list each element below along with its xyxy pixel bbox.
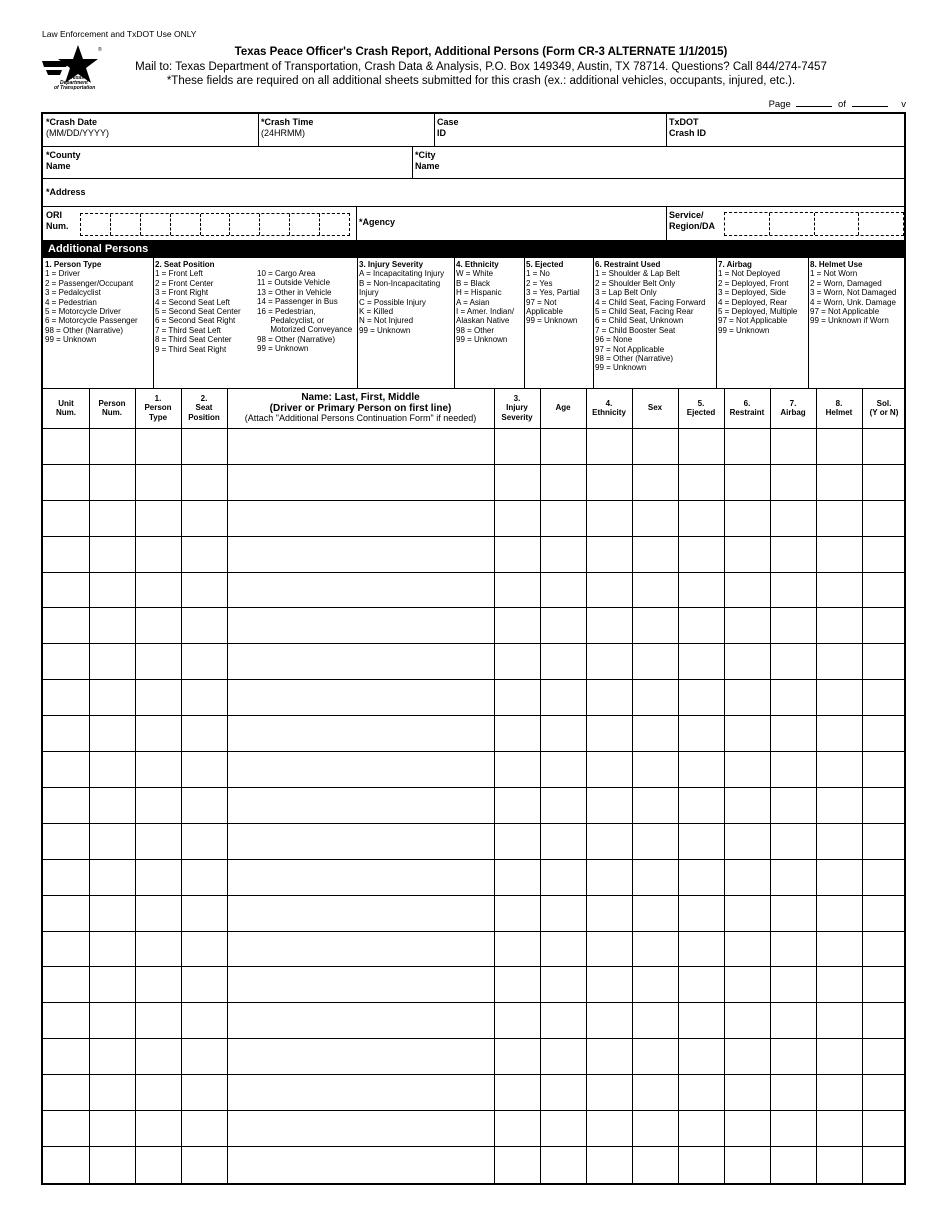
legend-item: 3 = Pedalcyclist <box>45 288 101 298</box>
column-header-text: Sex <box>647 403 663 413</box>
person-row[interactable] <box>43 1110 904 1147</box>
legend-item: 99 = Unknown <box>257 344 309 354</box>
name-heading: Name: Last, First, Middle <box>301 392 420 404</box>
legend-item: N = Not Injured <box>359 316 414 326</box>
persons-table-header <box>43 388 904 429</box>
crash-date-format: (MM/DD/YYYY) <box>46 128 109 138</box>
legend-item: 10 = Cargo Area <box>257 269 316 278</box>
legend-item: 5 = Motorcycle Driver <box>45 307 121 317</box>
ori-number-boxes[interactable] <box>80 213 350 236</box>
legend-item: Injury <box>359 288 379 298</box>
legend-item: 99 = Unknown <box>718 325 770 335</box>
ori-label: ORI <box>46 210 63 220</box>
col-injury-severity <box>494 388 540 428</box>
txdot-crash-id-field[interactable] <box>666 114 906 146</box>
svg-text:®: ® <box>98 47 102 53</box>
column-header-text: Ethnicity <box>592 408 626 417</box>
person-row[interactable] <box>43 500 904 537</box>
person-row[interactable] <box>43 1002 904 1039</box>
code-legend <box>43 258 904 389</box>
column-header-text: 4. <box>605 398 613 408</box>
col-person-num <box>89 388 135 428</box>
column-header-text: 5. <box>697 398 705 408</box>
county-name-label: Name <box>46 161 71 171</box>
column-header-text: Airbag <box>780 408 806 417</box>
column-header-text: Ejected <box>686 408 716 417</box>
column-header-text: Num. <box>102 408 122 417</box>
col-helmet <box>816 388 862 428</box>
column-header-text: Restraint <box>729 408 765 417</box>
crash-time-label: *Crash Time <box>261 117 314 127</box>
legend-item: 3 = Worn, Not Damaged <box>810 288 897 298</box>
crash-time-format: (24HRMM) <box>261 128 305 138</box>
legend-item: 2 = Shoulder Belt Only <box>595 278 676 288</box>
legend-item: 96 = None <box>595 335 633 345</box>
legend-item: 1 = Front Left <box>155 269 203 279</box>
legend-item: 5 = Deployed, Multiple <box>718 307 798 317</box>
person-row[interactable] <box>43 1146 904 1182</box>
location-row <box>43 147 904 179</box>
column-header-text: 6. <box>743 398 751 408</box>
page-total-field[interactable] <box>852 97 888 107</box>
page-counter <box>769 97 906 110</box>
column-header-text: 2. <box>200 393 208 403</box>
legend-item: 98 = Other <box>456 325 495 335</box>
column-header-text: Helmet <box>825 408 853 417</box>
legend-item: 3 = Front Right <box>155 288 209 298</box>
legend-item: 97 = Not Applicable <box>595 344 665 354</box>
col-ethnicity <box>586 388 632 428</box>
service-region-boxes[interactable] <box>724 212 904 236</box>
legend-item: 4 = Deployed, Rear <box>718 297 788 307</box>
name-subheading: (Driver or Primary Person on first line) <box>269 403 452 415</box>
legend-item: 2 = Deployed, Front <box>718 278 789 288</box>
column-header-text: 8. <box>835 398 843 408</box>
agency-row <box>43 207 904 240</box>
address-field[interactable] <box>43 179 904 206</box>
legend-item: 5 = Second Seat Center <box>155 307 241 317</box>
of-label: of <box>838 99 846 110</box>
legend-item: 97 = Not Applicable <box>718 316 788 326</box>
col-ejected <box>678 388 724 428</box>
agency-field[interactable] <box>356 207 666 240</box>
legend-item: 97 = Not <box>526 297 557 307</box>
legend-item: 1 = Driver <box>45 269 80 279</box>
person-row[interactable] <box>43 823 904 860</box>
col-airbag <box>770 388 816 428</box>
county-name-field[interactable] <box>43 147 412 178</box>
legend-item: 16 = Pedestrian, <box>257 306 316 316</box>
crash-id-label: Crash ID <box>669 128 707 138</box>
version-mark: v <box>901 99 906 110</box>
column-header-text: Sol. <box>876 398 892 408</box>
legend-item: 11 = Outside Vehicle <box>257 278 331 288</box>
legend-item: 7 = Third Seat Left <box>155 325 221 335</box>
person-row[interactable] <box>43 715 904 752</box>
legend-item: 1 = Not Worn <box>810 269 858 279</box>
legend-item: 7 = Child Booster Seat <box>595 325 676 335</box>
legend-airbag: 7. Airbag 1 = Not Deployed 2 = Deployed, Front 3 = Deployed, Side 4 = Deployed, Rear 5 = Deployed, Multiple 97 = Not Applicable 99 = Unknown <box>716 258 808 388</box>
legend-item: 3 = Yes, Partial <box>526 288 580 298</box>
legend-item: 2 = Yes <box>526 278 553 288</box>
legend-item: I = Amer. Indian/ <box>456 307 515 317</box>
legend-person-type: 1. Person Type 1 = Driver 2 = Passenger/Occupant 3 = Pedalcyclist 4 = Pedestrian 5 = Motorcycle Driver 6 = Motorcycle Passenger 98 = Other (Narrative) 99 = Unknown <box>43 258 153 388</box>
service-label: Service/ <box>669 210 704 220</box>
col-unit-num <box>43 388 89 428</box>
col-seat-position <box>181 388 227 428</box>
legend-item: Motorized Conveyance <box>257 325 353 335</box>
legend-item: 2 = Front Center <box>155 278 214 288</box>
column-header-text: (Y or N) <box>869 408 899 417</box>
case-id-field[interactable] <box>434 114 666 146</box>
city-name-field[interactable] <box>412 147 906 178</box>
legend-item: Pedalcyclist, or <box>257 316 325 326</box>
legend-item: 6 = Motorcycle Passenger <box>45 316 138 326</box>
crash-time-field[interactable] <box>258 114 434 146</box>
form-title: Texas Peace Officer's Crash Report, Additional Persons (Form CR-3 ALTERNATE 1/1/2015) <box>234 46 728 58</box>
column-header-text: 1. <box>154 393 162 403</box>
county-label: *County <box>46 150 81 160</box>
legend-item: 4 = Child Seat, Facing Forward <box>595 297 706 307</box>
col-sol <box>862 388 906 428</box>
legend-item: 98 = Other (Narrative) <box>595 354 674 364</box>
name-note: (Attach "Additional Persons Continuation Form" if needed) <box>244 413 477 424</box>
person-row[interactable] <box>43 967 904 1004</box>
address-row <box>43 179 904 207</box>
legend-item: 98 = Other (Narrative) <box>257 334 336 344</box>
column-header-text: Seat <box>195 403 213 413</box>
persons-table <box>43 388 904 1185</box>
legend-item: K = Killed <box>359 307 394 317</box>
region-da-label: Region/DA <box>669 221 715 231</box>
case-id-label: Case <box>437 117 459 127</box>
col-restraint <box>724 388 770 428</box>
column-header-text: Num. <box>56 408 76 417</box>
col-person-type <box>135 388 181 428</box>
person-row[interactable] <box>43 751 904 788</box>
legend-item: A = Incapacitating Injury <box>359 269 445 279</box>
legend-item: 99 = Unknown <box>359 325 411 335</box>
legend-item: 98 = Other (Narrative) <box>45 325 124 335</box>
person-row[interactable] <box>43 931 904 968</box>
mail-to-line: Mail to: Texas Department of Transportation, Crash Data & Analysis, P.O. Box 149349, Austin, TX 78714. Questions? Call 844/274-7457 <box>135 61 827 73</box>
legend-item: 99 = Unknown if Worn <box>810 316 889 326</box>
col-name <box>227 388 494 428</box>
person-row[interactable] <box>43 1038 904 1075</box>
person-row[interactable] <box>43 464 904 501</box>
legend-item: 3 = Lap Belt Only <box>595 288 657 298</box>
column-header-text: Severity <box>501 412 533 422</box>
person-row[interactable] <box>43 572 904 609</box>
legend-item: 99 = Unknown <box>526 316 578 326</box>
legend-item: 99 = Unknown <box>456 335 508 345</box>
legend-item: 9 = Third Seat Right <box>155 344 227 354</box>
legend-item: Applicable <box>526 307 563 317</box>
person-row[interactable] <box>43 428 904 465</box>
legend-helmet: 8. Helmet Use 1 = Not Worn 2 = Worn, Damaged 3 = Worn, Not Damaged 4 = Worn, Unk. Damage 97 = Not Applicable 99 = Unknown if Worn <box>808 258 906 388</box>
person-row[interactable] <box>43 787 904 824</box>
person-row[interactable] <box>43 643 904 680</box>
legend-item: 13 = Other in Vehicle <box>257 287 332 297</box>
col-sex <box>632 388 678 428</box>
crash-report-form <box>41 112 906 1185</box>
crash-date-field[interactable] <box>43 114 258 146</box>
col-age <box>540 388 586 428</box>
legend-item: 1 = Not Deployed <box>718 269 781 279</box>
legend-item: 2 = Worn, Damaged <box>810 278 882 288</box>
legend-item: C = Possible Injury <box>359 297 426 307</box>
legend-item: 8 = Third Seat Center <box>155 335 232 345</box>
legend-item: 4 = Worn, Unk. Damage <box>810 297 896 307</box>
legend-item: 4 = Second Seat Left <box>155 297 230 307</box>
page-label: Page <box>768 99 791 110</box>
legend-item: 14 = Passenger in Bus <box>257 297 338 307</box>
legend-seat-position: 2. Seat Position 1 = Front Left 2 = Front Center 3 = Front Right 4 = Second Seat Left 5 = Second Seat Center 6 = Second Seat Right 7 = Third Seat Left 8 = Third Seat Center 9 = Third Seat Right <box>153 258 256 388</box>
column-header-text: Injury <box>506 403 528 413</box>
legend-item: B = Black <box>456 278 491 288</box>
header-note: Law Enforcement and TxDOT Use ONLY <box>42 29 197 39</box>
legend-item: A = Asian <box>456 297 490 307</box>
txdot-logo <box>40 43 104 91</box>
svg-text:Texas: Texas <box>70 75 84 81</box>
legend-item: 99 = Unknown <box>595 363 647 373</box>
page-number-field[interactable] <box>796 97 832 107</box>
required-note: *These fields are required on all additional sheets submitted for this crash (ex.: additional vehicles, occupants, injured, etc.). <box>166 75 796 87</box>
column-header-text: Unit <box>58 398 74 408</box>
ori-num-label: Num. <box>46 221 69 231</box>
column-header-text: Person <box>144 403 172 413</box>
crash-date-label: *Crash Date <box>46 117 98 127</box>
person-row[interactable] <box>43 1074 904 1111</box>
legend-injury-severity: 3. Injury Severity A = Incapacitating Injury B = Non-Incapacitating Injury C = Possible Injury K = Killed N = Not Injured 99 = Unknown <box>357 258 454 388</box>
person-row[interactable] <box>43 859 904 896</box>
person-row[interactable] <box>43 608 904 645</box>
legend-restraint: 6. Restraint Used 1 = Shoulder & Lap Belt 2 = Shoulder Belt Only 3 = Lap Belt Only 4 = Child Seat, Facing Forward 5 = Child Seat, Facing Rear 6 = Child Seat, Unknown 7 = Child Booster Seat 96 = None 97 = Not Applicable 98 = Other (Narrative) 99 = Unknown <box>593 258 716 388</box>
legend-item: 6 = Child Seat, Unknown <box>595 316 684 326</box>
legend-item: 4 = Pedestrian <box>45 297 97 307</box>
person-row[interactable] <box>43 679 904 716</box>
legend-item: 1 = No <box>526 269 550 279</box>
legend-ejected: 5. Ejected 1 = No 2 = Yes 3 = Yes, Partial 97 = Not Applicable 99 = Unknown <box>524 258 593 388</box>
legend-item: H = Hispanic <box>456 288 502 298</box>
legend-seat-position-continued <box>255 258 357 388</box>
address-label: *Address <box>46 187 86 197</box>
person-row[interactable] <box>43 536 904 573</box>
crash-info-row <box>43 114 904 147</box>
ori-label-cell <box>43 207 79 240</box>
legend-ethnicity: 4. Ethnicity W = White B = Black H = Hispanic A = Asian I = Amer. Indian/ Alaskan Native 98 = Other 99 = Unknown <box>454 258 524 388</box>
legend-item: 2 = Passenger/Occupant <box>45 278 134 288</box>
legend-item: Alaskan Native <box>456 316 510 326</box>
legend-item: 1 = Shoulder & Lap Belt <box>595 269 680 279</box>
column-header-text: Position <box>188 412 220 422</box>
column-header-text: Person <box>98 398 126 408</box>
svg-text:of Transportation: of Transportation <box>54 85 96 91</box>
city-name-label: Name <box>415 161 440 171</box>
legend-item: 6 = Second Seat Right <box>155 316 236 326</box>
city-label: *City <box>415 150 436 160</box>
column-header-text: Type <box>148 412 168 422</box>
column-header-text: 7. <box>789 398 797 408</box>
legend-item: 3 = Deployed, Side <box>718 288 786 298</box>
person-row[interactable] <box>43 895 904 932</box>
column-header-text: 3. <box>513 393 521 403</box>
legend-item: B = Non-Incapacitating <box>359 278 441 288</box>
column-header-text: Age <box>555 403 571 413</box>
agency-label: *Agency <box>359 217 396 227</box>
svg-text:Department: Department <box>60 80 88 86</box>
legend-item: 97 = Not Applicable <box>810 307 880 317</box>
additional-persons-banner: Additional Persons <box>43 240 904 258</box>
service-region-label-cell <box>666 207 726 240</box>
legend-item: W = White <box>456 269 494 279</box>
txdot-label: TxDOT <box>669 117 699 127</box>
case-id-label-2: ID <box>437 128 446 138</box>
legend-item: 99 = Unknown <box>45 335 97 345</box>
legend-item: 5 = Child Seat, Facing Rear <box>595 307 694 317</box>
